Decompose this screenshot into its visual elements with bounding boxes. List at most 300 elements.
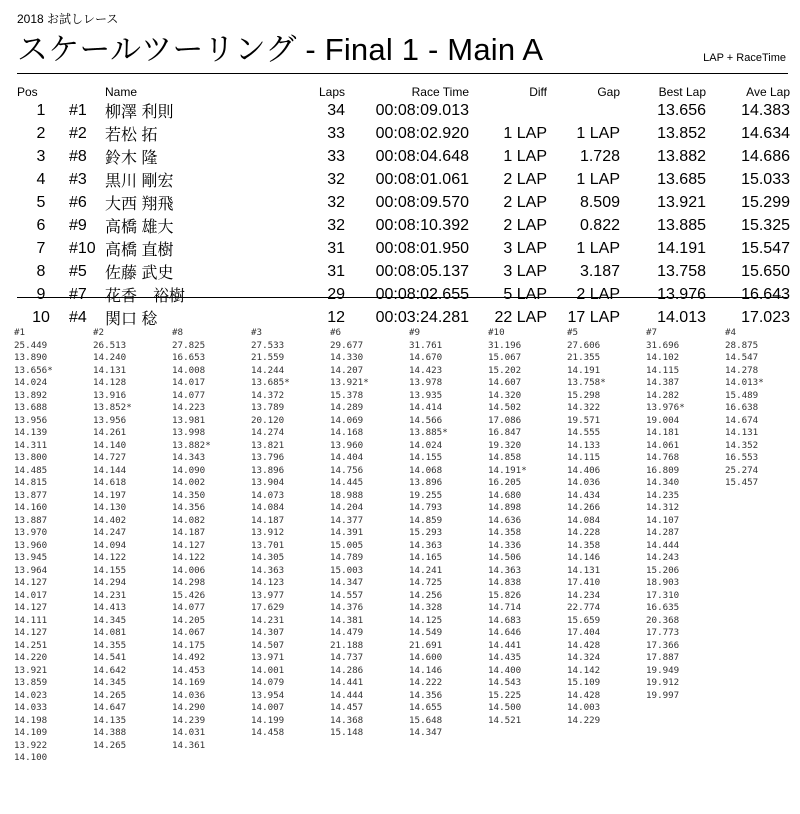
cell-diff [469,99,547,122]
lap-time: 14.372 [251,389,285,401]
lap-time: 14.122 [172,552,206,563]
lap-time: 14.336 [488,539,522,551]
lap-time: 15.378 [330,389,364,401]
cell-diff: 3 LAP [503,239,547,257]
lap-time: 14.169 [172,677,206,688]
lap-time: 14.287 [646,527,680,538]
lap-time: 14.294 [93,577,127,588]
lap-time: 17.404 [567,627,601,638]
lap-time: 14.127 [14,627,48,638]
cell-diff: 2 LAP [503,170,547,188]
cell-laps: 31 [327,239,345,257]
lap-time: 26.513 [93,339,127,351]
lap-time: 14.402 [93,514,127,526]
lap-time: 19.949 [646,664,680,676]
lap-time: 14.500 [488,702,522,713]
lap-time: 14.343 [172,452,206,463]
lap-time: 14.128 [93,377,127,388]
cell-race-time: 00:08:04.648 [375,147,469,165]
lap-time: 14.434 [567,489,601,501]
lap-time: 14.160 [14,502,48,513]
cell-gap: 1 LAP [576,239,620,257]
lap-time: 15.005 [330,539,364,551]
lap-time: 14.261 [93,427,127,438]
lap-time: 14.240 [93,352,127,363]
lap-time: 14.247 [93,527,127,538]
lap-time: 13.976* [646,402,685,413]
lap-time: 13.656* [14,364,53,376]
lap-time: 21.559 [251,352,285,363]
lap-time: 14.205 [172,614,206,626]
lap-time: 14.139 [14,427,48,438]
lap-column [330,327,409,765]
cell-best-lap: 13.885 [657,216,706,234]
cell-ave-lap: 14.634 [741,124,790,142]
lap-time: 14.067 [172,627,206,638]
lap-time: 19.997 [646,689,680,701]
lap-time: 14.007 [251,702,285,713]
lap-time: 13.960 [330,439,364,451]
cell-driver-name: 関口 稔 [105,311,158,328]
cell-best-lap: 13.882 [657,147,706,165]
cell-car-number: #1 [69,101,87,119]
cell-driver-name: 黒川 剛宏 [105,173,174,190]
lap-time: 14.207 [330,364,364,376]
lap-column-car: #3 [251,327,263,338]
lap-time: 14.127 [14,602,48,613]
lap-time: 13.916 [93,389,127,401]
lap-time: 13.912 [251,527,285,538]
lap-time: 14.191 [567,364,601,376]
lap-time: 14.356 [409,689,443,701]
lap-time: 14.789 [330,552,364,563]
lap-time: 13.978 [409,377,443,388]
results-header-row [17,84,790,99]
cell-diff: 5 LAP [503,285,547,303]
lap-time: 14.566 [409,414,443,426]
lap-time: 14.131 [725,427,759,438]
header-diff: Diff [529,84,547,99]
lap-time: 14.600 [409,652,443,663]
lap-time: 14.507 [251,639,285,651]
cell-best-lap: 13.758 [657,262,706,280]
lap-time: 14.146 [409,664,443,676]
lap-time: 14.229 [567,714,601,726]
lap-time: 14.094 [93,539,127,551]
lap-time: 14.458 [251,727,285,738]
lap-time: 14.013* [725,377,764,388]
lap-time: 14.347 [409,727,443,738]
lap-time: 13.896 [251,464,285,476]
cell-car-number: #2 [69,124,87,142]
cell-car-number: #10 [69,239,96,257]
lap-time: 13.971 [251,652,285,663]
cell-gap: 17 LAP [567,308,620,326]
lap-time: 13.890 [14,352,48,363]
lap-time: 14.492 [172,652,206,663]
lap-column [725,327,800,765]
cell-pos: 9 [36,285,46,303]
lap-time: 16.205 [488,477,522,488]
cell-pos: 2 [36,124,46,142]
lap-time: 14.036 [172,689,206,701]
cell-diff: 1 LAP [503,147,547,165]
lap-time: 14.068 [409,464,443,476]
cell-best-lap: 14.191 [657,239,706,257]
lap-time: 14.356 [172,502,206,513]
lap-time: 14.023 [14,689,48,701]
lap-time: 14.330 [330,352,364,363]
cell-diff: 1 LAP [503,124,547,142]
lap-time: 13.945 [14,552,48,563]
lap-time: 15.826 [488,589,522,601]
lap-time: 14.549 [409,627,443,638]
lap-time: 14.541 [93,652,127,663]
lap-time: 14.361 [172,739,206,751]
lap-time: 14.140 [93,439,127,451]
lap-time: 13.981 [172,414,206,426]
lap-time: 14.199 [251,714,285,726]
lap-time: 13.796 [251,452,285,463]
cell-pos: 7 [36,239,46,257]
lap-time: 14.031 [172,727,206,738]
cell-race-time: 00:08:01.061 [375,170,469,188]
cell-ave-lap: 15.325 [741,216,790,234]
result-row [17,214,790,237]
lap-time: 14.453 [172,664,206,676]
lap-time: 14.155 [409,452,443,463]
lap-column-car: #1 [14,327,26,338]
cell-laps: 32 [327,216,345,234]
lap-time: 13.892 [14,389,48,401]
lap-time: 15.659 [567,614,601,626]
lap-time: 14.441 [330,677,364,688]
cell-diff: 3 LAP [503,262,547,280]
lap-time: 14.077 [172,389,206,401]
lap-time: 14.898 [488,502,522,513]
lap-time: 14.543 [488,677,522,688]
lap-column-car: #4 [725,327,737,338]
cell-ave-lap: 17.023 [741,308,790,326]
cell-pos: 10 [32,308,50,326]
lap-time: 14.345 [93,614,127,626]
lap-time: 14.350 [172,489,206,501]
cell-ave-lap: 16.643 [741,285,790,303]
cell-pos: 3 [36,147,46,165]
lap-time: 14.737 [330,652,364,663]
lap-time: 17.887 [646,652,680,663]
lap-time: 14.311 [14,439,48,451]
lap-time: 14.115 [567,452,601,463]
lap-time: 16.638 [725,402,759,413]
lap-time: 13.685* [251,377,290,388]
lap-time: 14.307 [251,627,285,638]
lap-time: 14.457 [330,702,364,713]
lap-time: 14.683 [488,614,522,626]
lap-time: 14.347 [330,577,364,588]
lap-time: 14.521 [488,714,522,726]
lap-time: 14.298 [172,577,206,588]
result-row [17,260,790,283]
lap-time: 13.922 [14,739,48,751]
lap-time: 13.885* [409,427,448,438]
lap-time: 13.821 [251,439,285,451]
header-laps: Laps [318,84,345,99]
lap-column [646,327,725,765]
lap-time: 14.175 [172,639,206,651]
lap-time: 13.877 [14,489,48,501]
lap-time: 14.131 [567,564,601,576]
cell-race-time: 00:08:09.570 [375,193,469,211]
lap-time: 14.073 [251,489,285,501]
lap-time: 14.768 [646,452,680,463]
lap-time: 14.107 [646,514,680,526]
lap-time: 14.479 [330,627,364,638]
lap-time: 14.274 [251,427,285,438]
lap-time: 14.352 [725,439,759,451]
lap-time: 28.875 [725,339,759,351]
lap-time: 13.882* [172,439,211,451]
cell-car-number: #3 [69,170,87,188]
cell-race-time: 00:08:01.950 [375,239,469,257]
lap-time: 31.696 [646,339,680,351]
lap-time: 14.557 [330,589,364,601]
cell-car-number: #8 [69,147,87,165]
lap-time: 14.725 [409,577,443,588]
result-row [17,237,790,260]
lap-time: 13.921 [14,664,48,676]
header-car [65,84,105,99]
lap-time: 13.789 [251,402,285,413]
lap-column [172,327,251,765]
cell-ave-lap: 15.650 [741,262,790,280]
lap-time: 14.322 [567,402,601,413]
lap-time: 14.079 [251,677,285,688]
lap-time: 14.368 [330,714,364,726]
lap-time: 14.328 [409,602,443,613]
lap-time: 14.363 [409,539,443,551]
lap-time: 14.197 [93,489,127,501]
lap-time: 14.727 [93,452,127,463]
cell-pos: 5 [36,193,46,211]
lap-time: 15.489 [725,389,759,401]
lap-column [93,327,172,765]
cell-laps: 33 [327,147,345,165]
lap-time: 17.629 [251,602,285,613]
cell-car-number: #7 [69,285,87,303]
lap-time: 14.102 [646,352,680,363]
lap-time: 13.970 [14,527,48,538]
cell-best-lap: 13.852 [657,124,706,142]
lap-time: 13.859 [14,677,48,688]
lap-time: 13.896 [409,477,443,488]
lap-time: 14.674 [725,414,759,426]
cell-ave-lap: 14.383 [741,101,790,119]
cell-best-lap: 13.685 [657,170,706,188]
lap-time: 14.376 [330,602,364,613]
cell-gap: 8.509 [579,193,620,211]
lap-time: 14.100 [14,752,48,763]
cell-diff: 22 LAP [494,308,547,326]
lap-time: 14.111 [14,614,48,626]
cell-laps: 12 [327,308,345,326]
header-pos: Pos [17,84,38,99]
lap-time: 13.954 [251,689,285,701]
lap-time: 14.756 [330,464,364,476]
header-name: Name [105,84,138,99]
header-gap: Gap [597,84,620,99]
lap-time: 14.278 [725,364,759,376]
lap-time: 14.858 [488,452,522,463]
cell-laps: 31 [327,262,345,280]
header-best-lap: Best Lap [658,84,706,99]
lap-time: 14.387 [646,377,680,388]
lap-column-car: #9 [409,327,421,338]
lap-time: 14.036 [567,477,601,488]
lap-time: 16.847 [488,427,522,438]
lap-time: 14.187 [251,514,285,526]
cell-pos: 6 [36,216,46,234]
cell-ave-lap: 15.547 [741,239,790,257]
lap-time: 14.838 [488,577,522,588]
cell-gap [547,99,620,122]
cell-car-number: #6 [69,193,87,211]
lap-time: 14.680 [488,489,522,501]
lap-time: 13.758* [567,377,606,388]
cell-diff: 2 LAP [503,193,547,211]
lap-time: 14.033 [14,702,48,713]
lap-time: 14.090 [172,464,206,476]
cell-pos: 1 [36,101,46,119]
lap-time: 14.377 [330,514,364,526]
lap-time: 14.146 [567,552,601,563]
lap-time: 14.555 [567,427,601,438]
lap-time: 14.125 [409,614,443,626]
cell-gap: 1.728 [579,147,620,165]
lap-time: 14.506 [488,552,522,563]
cell-gap: 0.822 [579,216,620,234]
lap-time: 13.964 [14,564,48,576]
header-ave-lap: Ave Lap [746,84,790,99]
lap-time: 14.222 [409,677,443,688]
lap-time: 14.324 [567,652,601,663]
lap-time: 21.691 [409,639,443,651]
lap-time: 14.168 [330,427,364,438]
lap-time: 14.406 [567,464,601,476]
lap-time: 14.618 [93,477,127,488]
lap-time: 31.196 [488,339,522,351]
lap-time: 21.355 [567,352,601,363]
cell-car-number: #9 [69,216,87,234]
cell-car-number: #4 [69,308,87,326]
lap-time: 15.293 [409,527,443,538]
lap-time: 14.423 [409,364,443,376]
lap-time: 14.244 [251,364,285,376]
lap-legend: LAP + RaceTime [703,52,786,64]
lap-time: 21.188 [330,639,364,651]
lap-time: 14.642 [93,664,127,676]
lap-time: 14.647 [93,702,127,713]
cell-driver-name: 花香 裕樹 [105,288,186,305]
lap-time: 14.388 [93,727,127,738]
lap-time: 14.006 [172,564,206,576]
lap-time: 14.115 [646,364,680,376]
lap-time: 14.008 [172,364,206,376]
cell-gap: 3.187 [579,262,620,280]
lap-time: 13.921* [330,377,369,388]
lap-time: 14.428 [567,639,601,651]
lap-time: 14.069 [330,414,364,426]
cell-pos: 4 [36,170,46,188]
lap-time: 14.198 [14,714,48,726]
cell-driver-name: 高橋 雄大 [105,219,174,236]
lap-time: 13.998 [172,427,206,438]
lap-time: 14.312 [646,502,680,513]
lap-time: 14.235 [646,489,680,501]
lap-time: 14.234 [567,589,601,601]
cell-gap: 2 LAP [576,285,620,303]
header-divider [17,73,788,74]
lap-time: 14.859 [409,514,443,526]
lap-time: 16.553 [725,452,759,463]
lap-time: 14.251 [14,639,48,651]
lap-time: 19.320 [488,439,522,451]
lap-time: 14.655 [409,702,443,713]
event-subtitle: 2018 お試しレース [17,12,119,26]
lap-time: 14.345 [93,677,127,688]
lap-time: 14.355 [93,639,127,651]
lap-time: 14.241 [409,564,443,576]
lap-column-car: #5 [567,327,579,338]
lap-time: 14.320 [488,389,522,401]
cell-car-number: #5 [69,262,87,280]
lap-time: 14.082 [172,514,206,526]
lap-time: 14.122 [93,552,127,563]
lap-time: 14.358 [567,539,601,551]
lap-time: 14.223 [172,402,206,413]
lap-time: 13.977 [251,589,285,601]
lap-time: 14.133 [567,439,601,451]
cell-ave-lap: 15.299 [741,193,790,211]
lap-time: 14.001 [251,664,285,676]
lap-time: 14.191* [488,464,527,476]
lap-time: 17.310 [646,589,680,601]
result-row [17,122,790,145]
lap-time: 27.533 [251,339,285,351]
cell-driver-name: 若松 拓 [105,127,158,144]
lap-time: 18.903 [646,577,680,588]
lap-time: 13.904 [251,477,285,488]
lap-time: 14.340 [646,477,680,488]
lap-time: 14.135 [93,714,127,726]
lap-time: 18.988 [330,489,364,501]
lap-time: 14.282 [646,389,680,401]
lap-time: 14.414 [409,402,443,413]
cell-best-lap: 13.656 [657,101,706,119]
cell-driver-name: 鈴木 隆 [105,150,158,167]
lap-time: 14.400 [488,664,522,676]
lap-time: 14.144 [93,464,127,476]
lap-time: 14.363 [488,564,522,576]
lap-time: 14.061 [646,439,680,451]
cell-best-lap: 13.976 [657,285,706,303]
lap-time: 14.017 [172,377,206,388]
cell-race-time: 00:03:24.281 [375,308,469,326]
lap-time: 15.426 [172,589,206,601]
lap-time: 14.286 [330,664,364,676]
lap-column-car: #10 [488,327,505,338]
lap-time: 14.220 [14,652,48,663]
